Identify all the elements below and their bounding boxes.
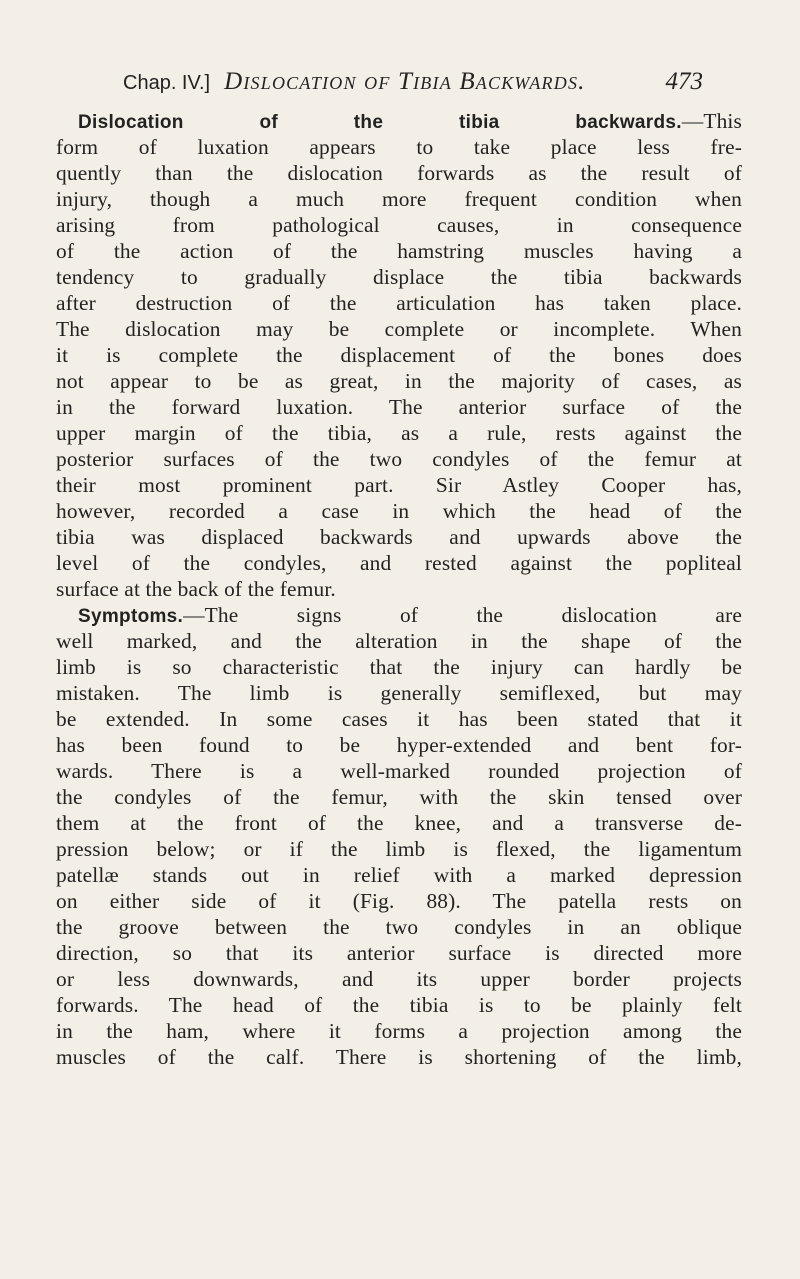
running-title: Dislocation of Tibia Backwards. [224,68,586,95]
paragraph-line: upper margin of the tibia, as a rule, rests against the [56,421,742,445]
paragraph-line: the condyles of the femur, with the skin tensed over [56,785,742,809]
paragraph-line: The dislocation may be complete or incomplete. When [56,317,742,341]
paragraph-line: direction, so that its anterior surface is directed more [56,941,742,965]
paragraph-line: form of luxation appears to take place less fre- [56,135,742,159]
paragraph-line: it is complete the displacement of the bones does [56,343,742,367]
paragraph-line: or less downwards, and its upper border projects [56,967,742,991]
paragraph-line: wards. There is a well-marked rounded projection of [56,759,742,783]
section-heading-symptoms: Symptoms. [78,606,184,627]
page-number: 473 [665,68,703,95]
paragraph-line: the groove between the two condyles in an oblique [56,915,742,939]
paragraph-line: tibia was displaced backwards and upwards above the [56,525,742,549]
paragraph-line: on either side of it (Fig. 88). The patella rests on [56,889,742,913]
paragraph-line: them at the front of the knee, and a transverse de- [56,811,742,835]
body-text [56,108,742,1070]
paragraph-line: has been found to be hyper-extended and bent for- [56,733,742,757]
paragraph-line: posterior surfaces of the two condyles of the femur at [56,447,742,471]
paragraph-line: level of the condyles, and rested against the popliteal [56,551,742,575]
running-head [123,68,703,108]
paragraph-line: muscles of the calf. There is shortening of the limb, [56,1045,742,1069]
paragraph-line: of the action of the hamstring muscles having a [56,239,742,263]
chapter-label: Chap. IV.] [123,72,211,94]
paragraph-line: arising from pathological causes, in consequence [56,213,742,237]
paragraph-line: Dislocation of the tibia backwards.—This [78,109,742,133]
paragraph-line: tendency to gradually displace the tibia backwards [56,265,742,289]
paragraph-line: well marked, and the alteration in the shape of the [56,629,742,653]
paragraph-line: injury, though a much more frequent condition when [56,187,742,211]
paragraph-line: pression below; or if the limb is flexed, the ligamentum [56,837,742,861]
paragraph-line: quently than the dislocation forwards as the result of [56,161,742,185]
paragraph-line: limb is so characteristic that the injury can hardly be [56,655,742,679]
paragraph-line: not appear to be as great, in the majority of cases, as [56,369,742,393]
paragraph-line: surface at the back of the femur. [56,577,336,601]
paragraph-line: in the ham, where it forms a projection among the [56,1019,742,1043]
paragraph-line: Symptoms.—The signs of the dislocation are [78,603,742,627]
section-heading-dislocation: Dislocation of the tibia backwards. [78,112,682,133]
paragraph-line: mistaken. The limb is generally semiflexed, but may [56,681,742,705]
paragraph-line: forwards. The head of the tibia is to be plainly felt [56,993,742,1017]
paragraph-line: their most prominent part. Sir Astley Cooper has, [56,473,742,497]
paragraph-line: be extended. In some cases it has been stated that it [56,707,742,731]
paragraph-line: patellæ stands out in relief with a marked depression [56,863,742,887]
paragraph-line: however, recorded a case in which the head of the [56,499,742,523]
paragraph-line: after destruction of the articulation has taken place. [56,291,742,315]
paragraph-line: in the forward luxation. The anterior surface of the [56,395,742,419]
